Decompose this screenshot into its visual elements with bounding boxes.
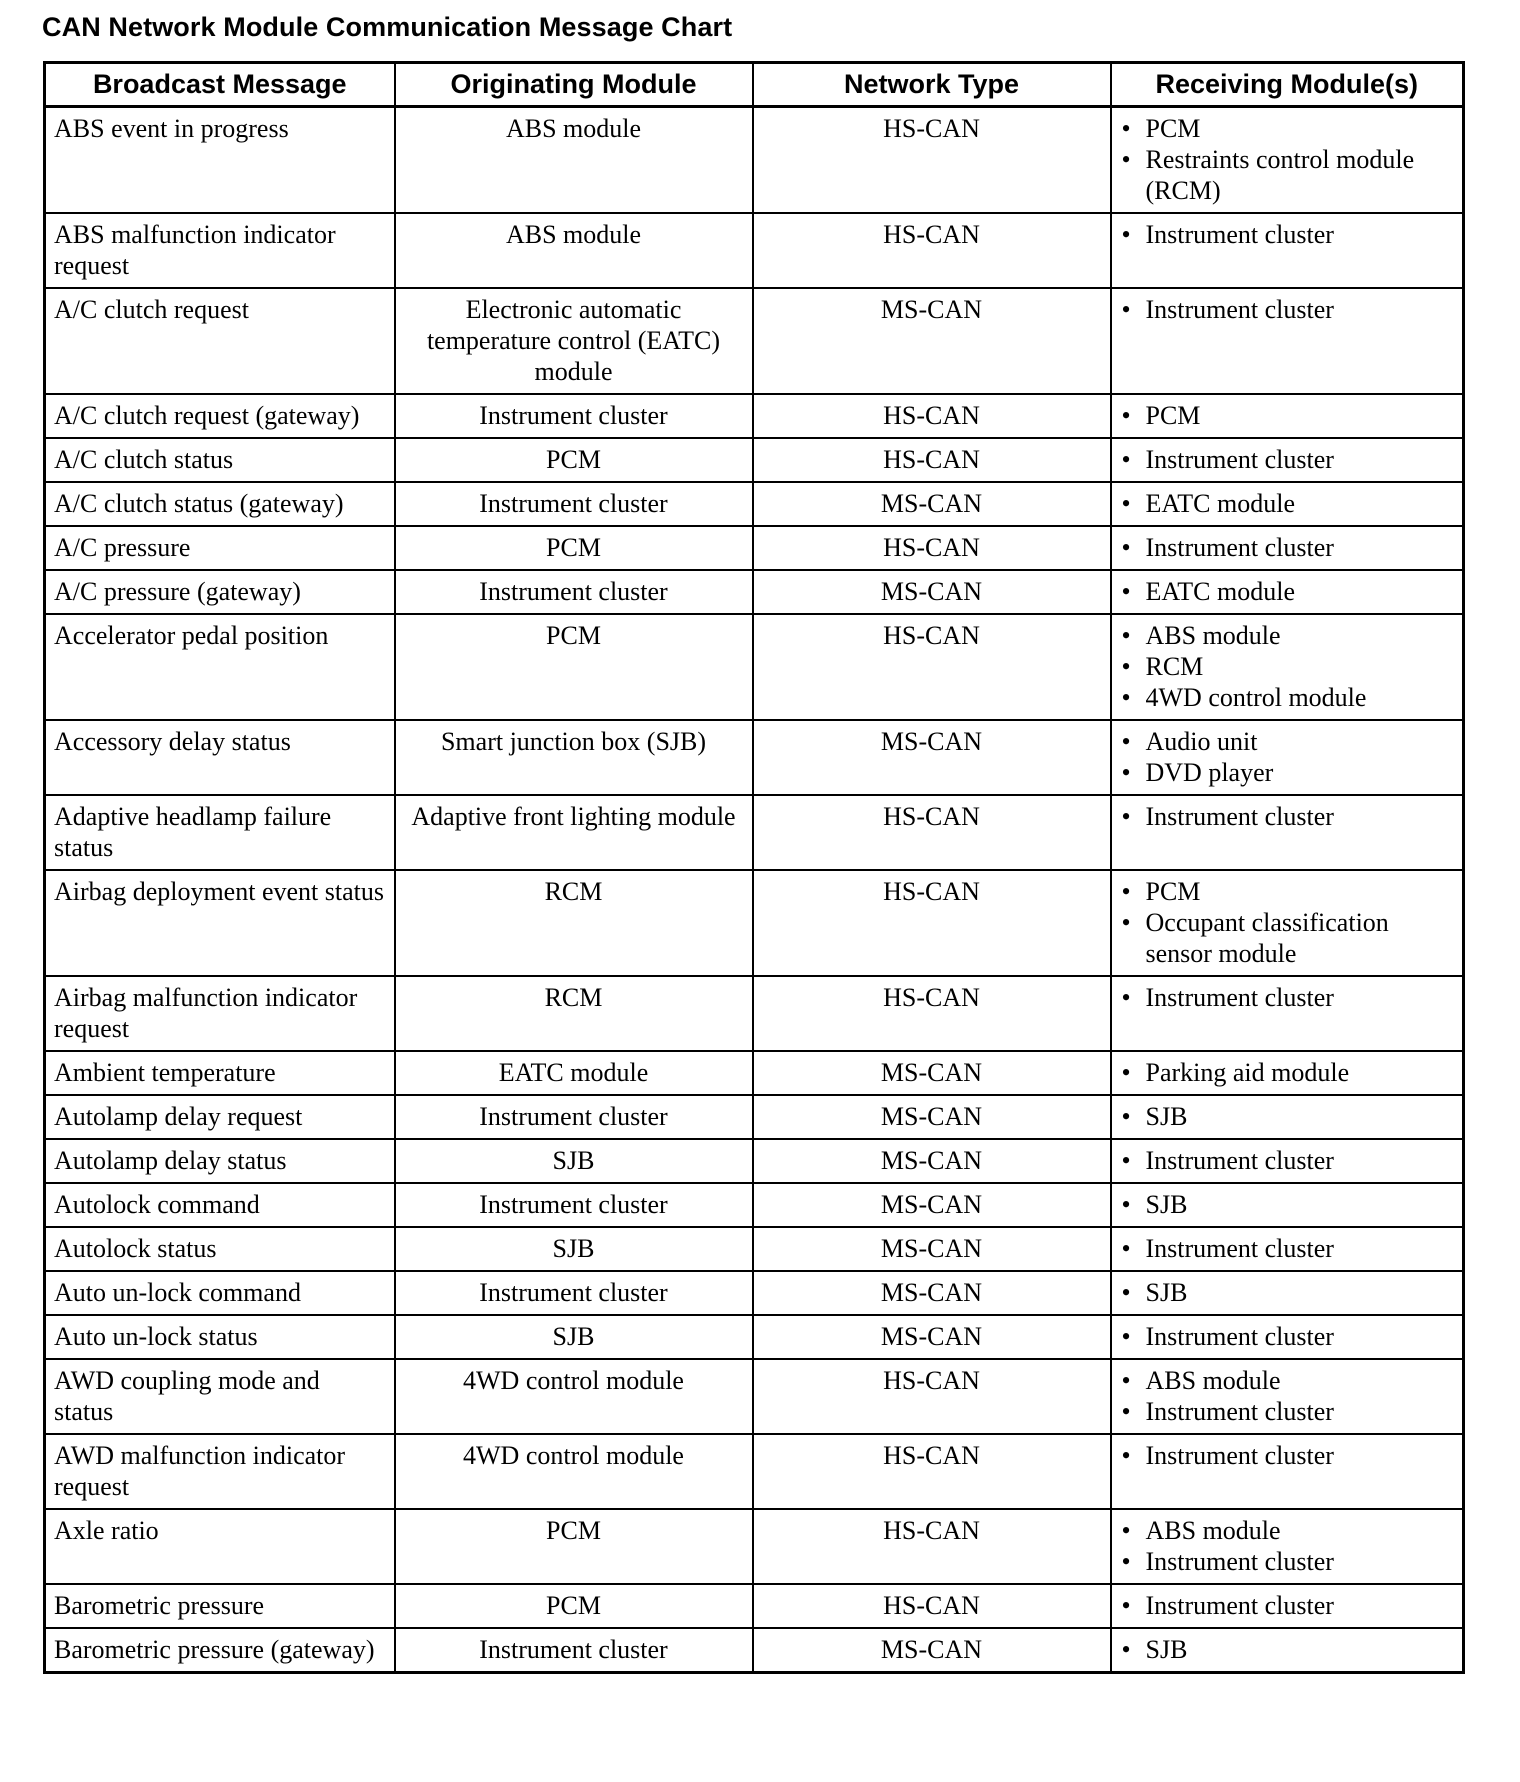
originating-module-cell: PCM bbox=[395, 526, 753, 570]
originating-module-cell: Instrument cluster bbox=[395, 1628, 753, 1673]
receiving-modules-list bbox=[1120, 620, 1455, 713]
originating-module-cell: Instrument cluster bbox=[395, 1271, 753, 1315]
network-type-cell: MS-CAN bbox=[753, 288, 1111, 394]
receiving-module-item: • PCM bbox=[1120, 113, 1455, 144]
receiving-modules-list bbox=[1120, 532, 1455, 563]
receiving-module-item: • Instrument cluster bbox=[1120, 1590, 1455, 1621]
broadcast-message-cell: A/C clutch status bbox=[45, 438, 395, 482]
broadcast-message-cell: Auto un-lock status bbox=[45, 1315, 395, 1359]
table-row bbox=[45, 1183, 1464, 1227]
table-row bbox=[45, 438, 1464, 482]
table-row bbox=[45, 526, 1464, 570]
table-row bbox=[45, 1271, 1464, 1315]
receiving-modules-list bbox=[1120, 1440, 1455, 1471]
receiving-modules-cell bbox=[1111, 1434, 1464, 1509]
broadcast-message-cell: A/C clutch request (gateway) bbox=[45, 394, 395, 438]
originating-module-cell: RCM bbox=[395, 976, 753, 1051]
broadcast-message-cell: Accelerator pedal position bbox=[45, 614, 395, 720]
table-row bbox=[45, 870, 1464, 976]
receiving-module-item: • SJB bbox=[1120, 1634, 1455, 1665]
receiving-modules-cell bbox=[1111, 288, 1464, 394]
table-row bbox=[45, 213, 1464, 288]
receiving-modules-list bbox=[1120, 1634, 1455, 1665]
table-row bbox=[45, 1584, 1464, 1628]
receiving-module-item: • Instrument cluster bbox=[1120, 1321, 1455, 1352]
broadcast-message-cell: Autolamp delay status bbox=[45, 1139, 395, 1183]
originating-module-cell: EATC module bbox=[395, 1051, 753, 1095]
receiving-module-item: • EATC module bbox=[1120, 576, 1455, 607]
originating-module-cell: PCM bbox=[395, 1584, 753, 1628]
receiving-modules-cell bbox=[1111, 107, 1464, 214]
receiving-modules-cell bbox=[1111, 1051, 1464, 1095]
receiving-modules-list bbox=[1120, 294, 1455, 325]
receiving-module-item: • Instrument cluster bbox=[1120, 1233, 1455, 1264]
table-row bbox=[45, 1509, 1464, 1584]
network-type-cell: HS-CAN bbox=[753, 107, 1111, 214]
originating-module-cell: 4WD control module bbox=[395, 1434, 753, 1509]
receiving-modules-cell bbox=[1111, 870, 1464, 976]
originating-module-cell: Adaptive front lighting module bbox=[395, 795, 753, 870]
broadcast-message-cell: Autolamp delay request bbox=[45, 1095, 395, 1139]
originating-module-cell: Instrument cluster bbox=[395, 1183, 753, 1227]
receiving-modules-cell bbox=[1111, 720, 1464, 795]
network-type-cell: MS-CAN bbox=[753, 1628, 1111, 1673]
table-row bbox=[45, 482, 1464, 526]
table-row bbox=[45, 1227, 1464, 1271]
receiving-module-item: • Instrument cluster bbox=[1120, 982, 1455, 1013]
network-type-cell: MS-CAN bbox=[753, 1227, 1111, 1271]
broadcast-message-cell: Airbag deployment event status bbox=[45, 870, 395, 976]
header-originating-module: Originating Module bbox=[395, 63, 753, 107]
receiving-modules-cell bbox=[1111, 1628, 1464, 1673]
network-type-cell: HS-CAN bbox=[753, 976, 1111, 1051]
originating-module-cell: PCM bbox=[395, 614, 753, 720]
receiving-module-item: • Occupant classification sensor module bbox=[1120, 907, 1455, 969]
receiving-modules-cell bbox=[1111, 976, 1464, 1051]
receiving-modules-cell bbox=[1111, 1183, 1464, 1227]
receiving-modules-list bbox=[1120, 801, 1455, 832]
header-broadcast-message: Broadcast Message bbox=[45, 63, 395, 107]
table-row bbox=[45, 1139, 1464, 1183]
message-chart-table bbox=[43, 61, 1465, 1674]
receiving-modules-cell bbox=[1111, 394, 1464, 438]
network-type-cell: MS-CAN bbox=[753, 720, 1111, 795]
table-row bbox=[45, 288, 1464, 394]
table-row bbox=[45, 394, 1464, 438]
network-type-cell: MS-CAN bbox=[753, 1183, 1111, 1227]
receiving-modules-list bbox=[1120, 1233, 1455, 1264]
broadcast-message-cell: Auto un-lock command bbox=[45, 1271, 395, 1315]
receiving-modules-cell bbox=[1111, 614, 1464, 720]
originating-module-cell: SJB bbox=[395, 1227, 753, 1271]
receiving-module-item: • PCM bbox=[1120, 400, 1455, 431]
receiving-module-item: • 4WD control module bbox=[1120, 682, 1455, 713]
receiving-modules-list bbox=[1120, 576, 1455, 607]
receiving-modules-cell bbox=[1111, 1315, 1464, 1359]
network-type-cell: HS-CAN bbox=[753, 526, 1111, 570]
receiving-module-item: • Instrument cluster bbox=[1120, 444, 1455, 475]
broadcast-message-cell: AWD coupling mode and status bbox=[45, 1359, 395, 1434]
network-type-cell: MS-CAN bbox=[753, 1095, 1111, 1139]
network-type-cell: MS-CAN bbox=[753, 1271, 1111, 1315]
receiving-modules-list bbox=[1120, 400, 1455, 431]
broadcast-message-cell: Accessory delay status bbox=[45, 720, 395, 795]
receiving-module-item: • PCM bbox=[1120, 876, 1455, 907]
table-row bbox=[45, 1095, 1464, 1139]
table-row bbox=[45, 1628, 1464, 1673]
network-type-cell: HS-CAN bbox=[753, 438, 1111, 482]
table-row bbox=[45, 107, 1464, 214]
receiving-modules-list bbox=[1120, 444, 1455, 475]
broadcast-message-cell: ABS event in progress bbox=[45, 107, 395, 214]
table-row bbox=[45, 795, 1464, 870]
receiving-modules-cell bbox=[1111, 1139, 1464, 1183]
network-type-cell: MS-CAN bbox=[753, 1139, 1111, 1183]
table-row bbox=[45, 720, 1464, 795]
broadcast-message-cell: Adaptive headlamp failure status bbox=[45, 795, 395, 870]
receiving-modules-cell bbox=[1111, 1584, 1464, 1628]
receiving-modules-list bbox=[1120, 219, 1455, 250]
originating-module-cell: Smart junction box (SJB) bbox=[395, 720, 753, 795]
receiving-module-item: • DVD player bbox=[1120, 757, 1455, 788]
receiving-modules-cell bbox=[1111, 1227, 1464, 1271]
broadcast-message-cell: Barometric pressure (gateway) bbox=[45, 1628, 395, 1673]
receiving-modules-cell bbox=[1111, 795, 1464, 870]
originating-module-cell: 4WD control module bbox=[395, 1359, 753, 1434]
network-type-cell: HS-CAN bbox=[753, 795, 1111, 870]
receiving-module-item: • Instrument cluster bbox=[1120, 1145, 1455, 1176]
receiving-module-item: • RCM bbox=[1120, 651, 1455, 682]
network-type-cell: HS-CAN bbox=[753, 614, 1111, 720]
originating-module-cell: PCM bbox=[395, 438, 753, 482]
receiving-modules-cell bbox=[1111, 526, 1464, 570]
broadcast-message-cell: A/C clutch request bbox=[45, 288, 395, 394]
network-type-cell: HS-CAN bbox=[753, 1509, 1111, 1584]
receiving-modules-list bbox=[1120, 1590, 1455, 1621]
receiving-modules-list bbox=[1120, 1321, 1455, 1352]
broadcast-message-cell: Airbag malfunction indicator request bbox=[45, 976, 395, 1051]
receiving-modules-cell bbox=[1111, 1095, 1464, 1139]
broadcast-message-cell: Barometric pressure bbox=[45, 1584, 395, 1628]
table-row bbox=[45, 1434, 1464, 1509]
network-type-cell: HS-CAN bbox=[753, 1584, 1111, 1628]
originating-module-cell: RCM bbox=[395, 870, 753, 976]
receiving-modules-list bbox=[1120, 113, 1455, 206]
broadcast-message-cell: A/C pressure bbox=[45, 526, 395, 570]
receiving-modules-list bbox=[1120, 488, 1455, 519]
network-type-cell: HS-CAN bbox=[753, 213, 1111, 288]
originating-module-cell: Instrument cluster bbox=[395, 482, 753, 526]
network-type-cell: MS-CAN bbox=[753, 482, 1111, 526]
broadcast-message-cell: AWD malfunction indicator request bbox=[45, 1434, 395, 1509]
receiving-modules-cell bbox=[1111, 213, 1464, 288]
receiving-modules-list bbox=[1120, 1515, 1455, 1577]
receiving-modules-cell bbox=[1111, 1271, 1464, 1315]
receiving-modules-list bbox=[1120, 1101, 1455, 1132]
receiving-module-item: • SJB bbox=[1120, 1189, 1455, 1220]
receiving-module-item: • Instrument cluster bbox=[1120, 801, 1455, 832]
page-title: CAN Network Module Communication Message Chart bbox=[42, 12, 733, 42]
receiving-modules-cell bbox=[1111, 1509, 1464, 1584]
originating-module-cell: Electronic automatic temperature control (EATC) module bbox=[395, 288, 753, 394]
receiving-modules-list bbox=[1120, 1189, 1455, 1220]
table-row bbox=[45, 1051, 1464, 1095]
broadcast-message-cell: Ambient temperature bbox=[45, 1051, 395, 1095]
broadcast-message-cell: A/C clutch status (gateway) bbox=[45, 482, 395, 526]
receiving-module-item: • SJB bbox=[1120, 1101, 1455, 1132]
broadcast-message-cell: Autolock command bbox=[45, 1183, 395, 1227]
table-body bbox=[45, 107, 1464, 1673]
originating-module-cell: SJB bbox=[395, 1315, 753, 1359]
table-row bbox=[45, 976, 1464, 1051]
broadcast-message-cell: A/C pressure (gateway) bbox=[45, 570, 395, 614]
originating-module-cell: SJB bbox=[395, 1139, 753, 1183]
table-row bbox=[45, 1315, 1464, 1359]
receiving-module-item: • ABS module bbox=[1120, 1515, 1455, 1546]
header-row bbox=[45, 63, 1464, 107]
receiving-module-item: • Instrument cluster bbox=[1120, 219, 1455, 250]
receiving-modules-list bbox=[1120, 726, 1455, 788]
receiving-modules-cell bbox=[1111, 482, 1464, 526]
receiving-modules-list bbox=[1120, 1145, 1455, 1176]
network-type-cell: HS-CAN bbox=[753, 394, 1111, 438]
originating-module-cell: PCM bbox=[395, 1509, 753, 1584]
header-network-type: Network Type bbox=[753, 63, 1111, 107]
receiving-module-item: • ABS module bbox=[1120, 620, 1455, 651]
network-type-cell: MS-CAN bbox=[753, 1315, 1111, 1359]
network-type-cell: MS-CAN bbox=[753, 1051, 1111, 1095]
originating-module-cell: Instrument cluster bbox=[395, 1095, 753, 1139]
receiving-module-item: • SJB bbox=[1120, 1277, 1455, 1308]
receiving-module-item: • Instrument cluster bbox=[1120, 532, 1455, 563]
originating-module-cell: Instrument cluster bbox=[395, 570, 753, 614]
receiving-module-item: • Audio unit bbox=[1120, 726, 1455, 757]
originating-module-cell: Instrument cluster bbox=[395, 394, 753, 438]
table-row bbox=[45, 614, 1464, 720]
network-type-cell: HS-CAN bbox=[753, 1434, 1111, 1509]
receiving-modules-list bbox=[1120, 876, 1455, 969]
table-row bbox=[45, 1359, 1464, 1434]
receiving-module-item: • Parking aid module bbox=[1120, 1057, 1455, 1088]
network-type-cell: HS-CAN bbox=[753, 1359, 1111, 1434]
originating-module-cell: ABS module bbox=[395, 107, 753, 214]
network-type-cell: MS-CAN bbox=[753, 570, 1111, 614]
receiving-modules-list bbox=[1120, 1057, 1455, 1088]
receiving-module-item: • Instrument cluster bbox=[1120, 294, 1455, 325]
header-receiving-modules: Receiving Module(s) bbox=[1111, 63, 1464, 107]
receiving-modules-list bbox=[1120, 982, 1455, 1013]
table-row bbox=[45, 570, 1464, 614]
receiving-modules-cell bbox=[1111, 1359, 1464, 1434]
receiving-module-item: • ABS module bbox=[1120, 1365, 1455, 1396]
broadcast-message-cell: ABS malfunction indicator request bbox=[45, 213, 395, 288]
receiving-modules-cell bbox=[1111, 570, 1464, 614]
broadcast-message-cell: Autolock status bbox=[45, 1227, 395, 1271]
receiving-modules-cell bbox=[1111, 438, 1464, 482]
receiving-module-item: • Restraints control module (RCM) bbox=[1120, 144, 1455, 206]
originating-module-cell: ABS module bbox=[395, 213, 753, 288]
receiving-modules-list bbox=[1120, 1277, 1455, 1308]
network-type-cell: HS-CAN bbox=[753, 870, 1111, 976]
receiving-module-item: • Instrument cluster bbox=[1120, 1546, 1455, 1577]
receiving-module-item: • EATC module bbox=[1120, 488, 1455, 519]
receiving-module-item: • Instrument cluster bbox=[1120, 1396, 1455, 1427]
receiving-modules-list bbox=[1120, 1365, 1455, 1427]
broadcast-message-cell: Axle ratio bbox=[45, 1509, 395, 1584]
receiving-module-item: • Instrument cluster bbox=[1120, 1440, 1455, 1471]
